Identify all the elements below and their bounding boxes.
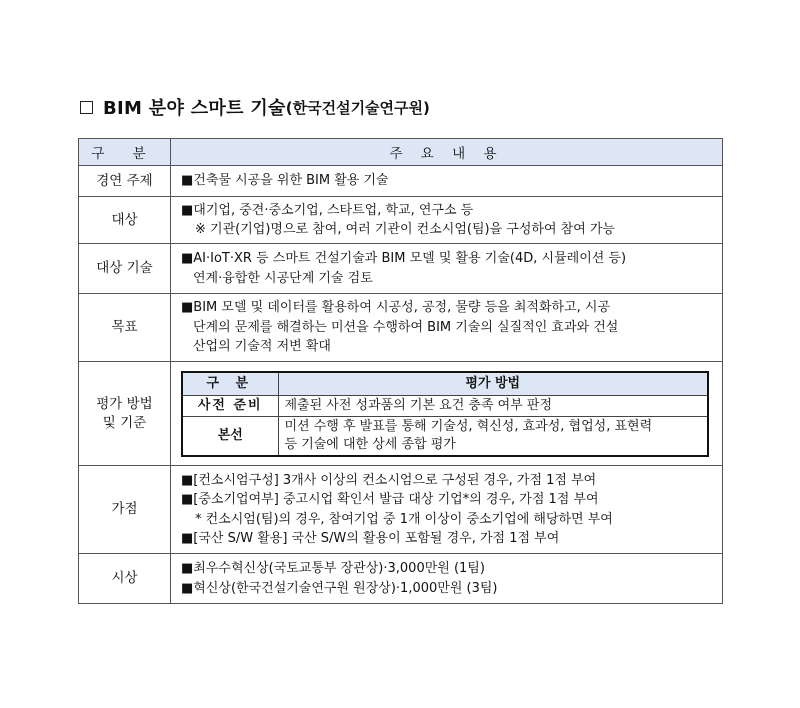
eval-label-2: 및 기준 bbox=[102, 414, 147, 431]
bonus-note: * 컨소시엄(팀)의 경우, 참여기업 중 1개 이상이 중소기업에 해당하면 부여 bbox=[195, 511, 613, 527]
inner-row-pre bbox=[182, 396, 708, 417]
final-line-2: 등 기술에 대한 상세 종합 평가 bbox=[284, 437, 456, 452]
inner-header-row bbox=[182, 372, 708, 396]
title-sub: (한국건설기술연구원) bbox=[285, 98, 430, 117]
header-content: 주 요 내 용 bbox=[171, 139, 723, 166]
page-title bbox=[80, 94, 430, 120]
inner-pre-label: 사전 준비 bbox=[182, 396, 278, 417]
tech-line-2: 연계·융합한 시공단계 기술 검토 bbox=[193, 270, 373, 286]
eval-inner-table bbox=[181, 371, 709, 457]
goal-line-1: ■BIM 모델 및 데이터를 활용하여 시공성, 공정, 물량 등을 최적화하고, 시공 bbox=[181, 300, 611, 316]
award-line-2: ■혁신상(한국건설기술연구원 원장상)·1,000만원 (3팀) bbox=[181, 580, 498, 596]
checkbox-square-icon bbox=[80, 101, 93, 114]
target-note: ※ 기관(기업)명으로 참여, 여러 기관이 컨소시엄(팀)을 구성하여 참여 가능 bbox=[195, 222, 615, 237]
row-bonus bbox=[79, 466, 723, 554]
inner-final-label: 본선 bbox=[182, 417, 278, 457]
inner-header-category: 구 분 bbox=[182, 372, 278, 396]
row-topic-content bbox=[171, 166, 723, 197]
info-table bbox=[78, 138, 723, 604]
goal-line-2: 단계의 문제를 해결하는 미션을 수행하여 BIM 기술의 실질적인 효과와 건설 bbox=[193, 319, 619, 335]
row-bonus-label: 가점 bbox=[79, 466, 171, 554]
bonus-line-3: ■[국산 S/W 활용] 국산 S/W의 활용이 포함될 경우, 가점 1점 부여 bbox=[181, 531, 560, 546]
bonus-line-2: ■[중소기업여부] 중고시업 확인서 발급 대상 기업*의 경우, 가점 1점 부여 bbox=[181, 492, 599, 507]
row-tech-content bbox=[171, 244, 723, 294]
row-award bbox=[79, 554, 723, 604]
row-eval bbox=[79, 362, 723, 466]
row-tech-label: 대상 기술 bbox=[79, 244, 171, 294]
tech-line-1: ■AI·IoT·XR 등 스마트 건설기술과 BIM 모델 및 활용 기술(4D, 시뮬레이션 등) bbox=[181, 251, 627, 266]
row-tech bbox=[79, 244, 723, 294]
eval-label-1: 평가 방법 bbox=[96, 395, 153, 412]
row-goal-label: 목표 bbox=[79, 294, 171, 362]
row-eval-content bbox=[171, 362, 723, 466]
inner-pre-text: 제출된 사전 성과품의 기본 요건 충족 여부 판정 bbox=[278, 396, 708, 417]
row-eval-label bbox=[79, 362, 171, 466]
inner-header-method: 평가 방법 bbox=[278, 372, 708, 396]
topic-line-1: ■건축물 시공을 위한 BIM 활용 기술 bbox=[181, 173, 389, 189]
row-award-content bbox=[171, 554, 723, 604]
bonus-line-1: ■[컨소시엄구성] 3개사 이상의 컨소시엄으로 구성된 경우, 가점 1점 부여 bbox=[181, 472, 597, 488]
final-line-1: 미션 수행 후 발표를 통해 기술성, 혁신성, 효과성, 협업성, 표현력 bbox=[284, 419, 653, 434]
row-topic-label: 경연 주제 bbox=[79, 166, 171, 197]
row-target bbox=[79, 197, 723, 244]
row-topic bbox=[79, 166, 723, 197]
row-goal-content bbox=[171, 294, 723, 362]
inner-row-final bbox=[182, 417, 708, 457]
row-target-label: 대상 bbox=[79, 197, 171, 244]
row-bonus-content bbox=[171, 466, 723, 554]
target-line-1: ■대기업, 중견·중소기업, 스타트업, 학교, 연구소 등 bbox=[181, 202, 474, 218]
table-header-row bbox=[79, 139, 723, 166]
inner-final-text bbox=[278, 417, 708, 457]
row-goal bbox=[79, 294, 723, 362]
header-category: 구 분 bbox=[79, 139, 171, 166]
row-award-label: 시상 bbox=[79, 554, 171, 604]
row-target-content bbox=[171, 197, 723, 244]
title-main: BIM 분야 스마트 기술 bbox=[103, 98, 286, 119]
goal-line-3: 산업의 기술적 저변 확대 bbox=[193, 339, 331, 355]
award-line-1: ■최우수혁신상(국토교통부 장관상)·3,000만원 (1팀) bbox=[181, 561, 485, 576]
